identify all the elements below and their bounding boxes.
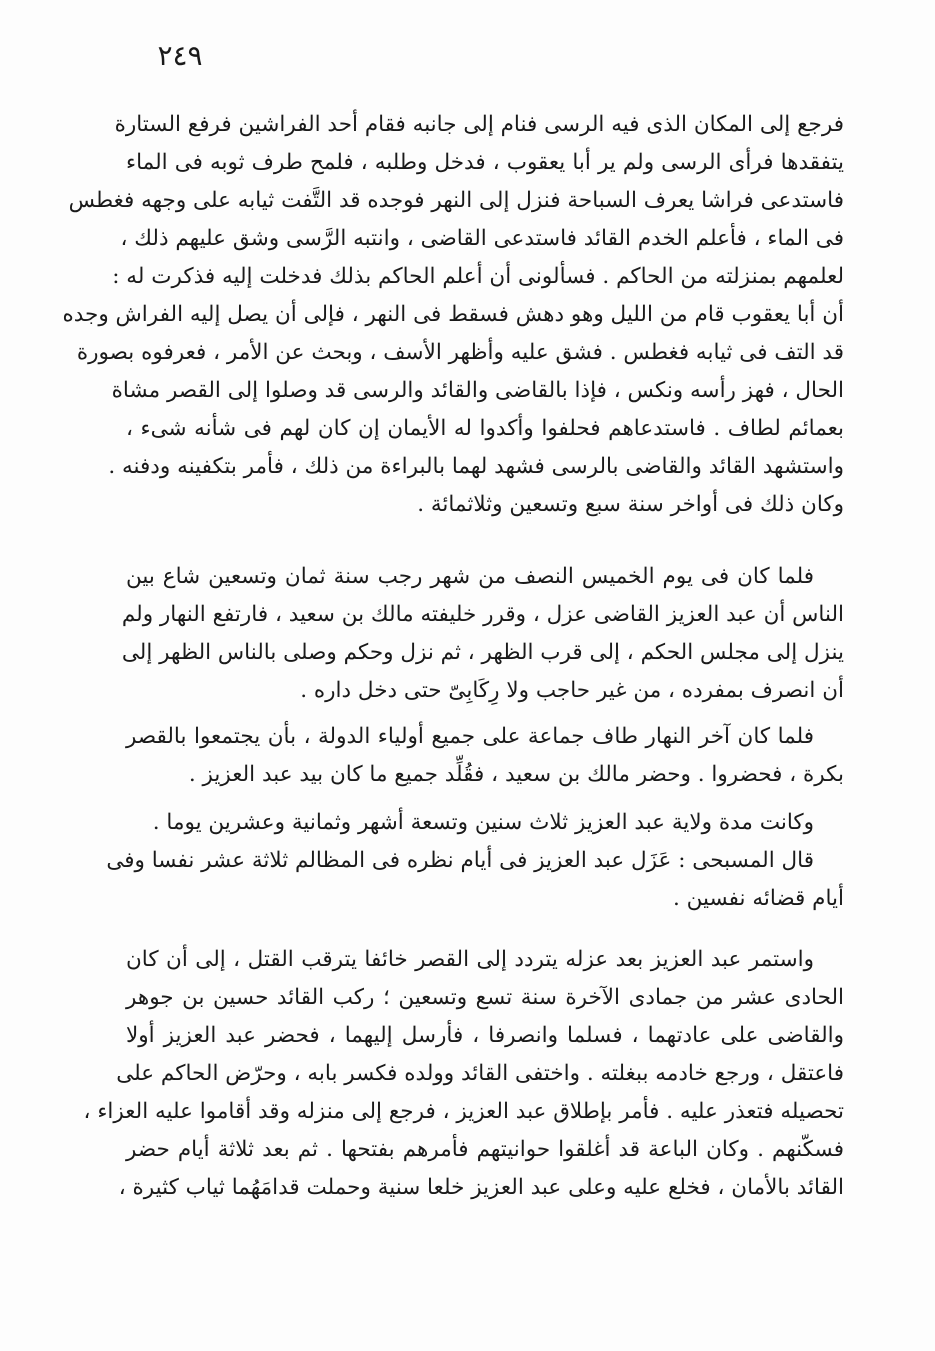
- text-line: فسكّنهم . وكان الباعة قد أغلقوا حوانيتهم فأمرهم بفتحها . ثم بعد ثلاثة أيام حضر: [126, 1137, 844, 1162]
- text-line: فرجع إلى المكان الذى فيه الرسى فنام إلى جانبه فقام أحد الفراشين فرفع الستارة: [114, 112, 844, 137]
- text-line: والقاضى على عادتهما ، فسلما وانصرفا ، فأرسل إليهما ، فحضر عبد العزيز أولا: [126, 1023, 844, 1048]
- text-line: واستمر عبد العزيز بعد عزله يتردد إلى القصر خائفا يترقب القتل ، إلى أن كان: [126, 947, 814, 972]
- paragraph-1: [62, 106, 844, 524]
- text-line: ينزل إلى مجلس الحكم ، إلى قرب الظهر ، ثم نزل وحكم وصلى بالناس الظهر إلى: [121, 640, 844, 665]
- text-line: فلما كان آخر النهار طاف جماعة على جميع أولياء الدولة ، بأن يجتمعوا بالقصر: [126, 724, 814, 749]
- text-line: بكرة ، فحضروا . وحضر مالك بن سعيد ، فقُلِّد جميع ما كان بيد عبد العزيز .: [188, 762, 844, 787]
- text-line: أيام قضائه نفسين .: [672, 886, 844, 911]
- text-line: وكان ذلك فى أواخر سنة سبع وتسعين وثلاثمائة .: [417, 492, 844, 517]
- text-line: فاستدعى فراشا يعرف السباحة فنزل إلى النهر فوجده قد التَّفت ثيابه على وجهه فغطس: [68, 188, 844, 213]
- text-line: قال المسبحى : عَزَل عبد العزيز فى أيام نظره فى المظالم ثلاثة عشر نفسا وفى: [106, 848, 814, 873]
- paragraph-4: [126, 804, 844, 842]
- paragraph-6: [83, 941, 844, 1207]
- paragraph-3: [126, 718, 844, 794]
- text-line: بعمائم لطاف . فاستدعاهم فحلفوا وأكدوا له الأيمان إن كان لهم فى شأنه شىء ،: [126, 416, 844, 441]
- text-line: لعلمهم بمنزلته من الحاكم . فسألونى أن أعلم الحاكم بذلك فدخلت إليه فذكرت له :: [112, 264, 844, 289]
- text-line: أن أبا يعقوب قام من الليل وهو دهش فسقط فى النهر ، فإلى أن يصل إليه الفراش وجده: [62, 302, 844, 327]
- text-line: الحادى عشر من جمادى الآخرة سنة تسع وتسعين ؛ ركب القائد حسين بن جوهر: [126, 985, 844, 1010]
- text-line: قد التف فى ثيابه فغطس . فشق عليه وأظهر الأسف ، وبحث عن الأمر ، فعرفوه بصورة: [76, 340, 844, 365]
- text-line: وكانت مدة ولاية عبد العزيز ثلاث سنين وتسعة أشهر وثمانية وعشرين يوما .: [152, 810, 814, 835]
- paragraph-2: [121, 558, 844, 710]
- paragraph-5: [106, 842, 844, 918]
- text-line: القائد بالأمان ، فخلع عليه وعلى عبد العزيز خلعا سنية وحملت قدامَهُما ثياب كثيرة ،: [118, 1175, 844, 1200]
- text-line: فلما كان فى يوم الخميس النصف من شهر رجب سنة ثمان وتسعين شاع بين: [126, 564, 814, 589]
- page-number: ٢٤٩: [157, 39, 203, 72]
- text-line: الحال ، فهز رأسه ونكس ، فإذا بالقاضى والقائد والرسى قد وصلوا إلى القصر مشاة: [111, 378, 844, 403]
- text-line: الناس أن عبد العزيز القاضى عزل ، وقرر خليفته مالك بن سعيد ، فارتفع النهار ولم: [121, 602, 844, 627]
- text-line: واستشهد القائد والقاضى بالرسى فشهد لهما بالبراءة من ذلك ، فأمر بتكفينه ودفنه .: [108, 454, 844, 479]
- text-line: فاعتقل ، ورجع خادمه ببغلته . واختفى القائد وولده فكسر بابه ، وحرّض الحاكم على: [116, 1061, 844, 1086]
- text-line: أن انصرف بمفرده ، من غير حاجب ولا رِكَابِىّ حتى دخل داره .: [300, 678, 844, 703]
- text-line: يتفقدها فرأى الرسى ولم ير أبا يعقوب ، فدخل وطلبه ، فلمح طرف ثوبه فى الماء: [126, 150, 844, 175]
- text-line: تحصيله فتعذر عليه . فأمر بإطلاق عبد العزيز ، فرجع إلى منزله وقد أقاموا عليه العزاء ،: [83, 1099, 844, 1124]
- text-line: فى الماء ، فأعلم الخدم القائد فاستدعى القاضى ، وانتبه الرَّسى وشق عليهم ذلك ،: [120, 226, 844, 251]
